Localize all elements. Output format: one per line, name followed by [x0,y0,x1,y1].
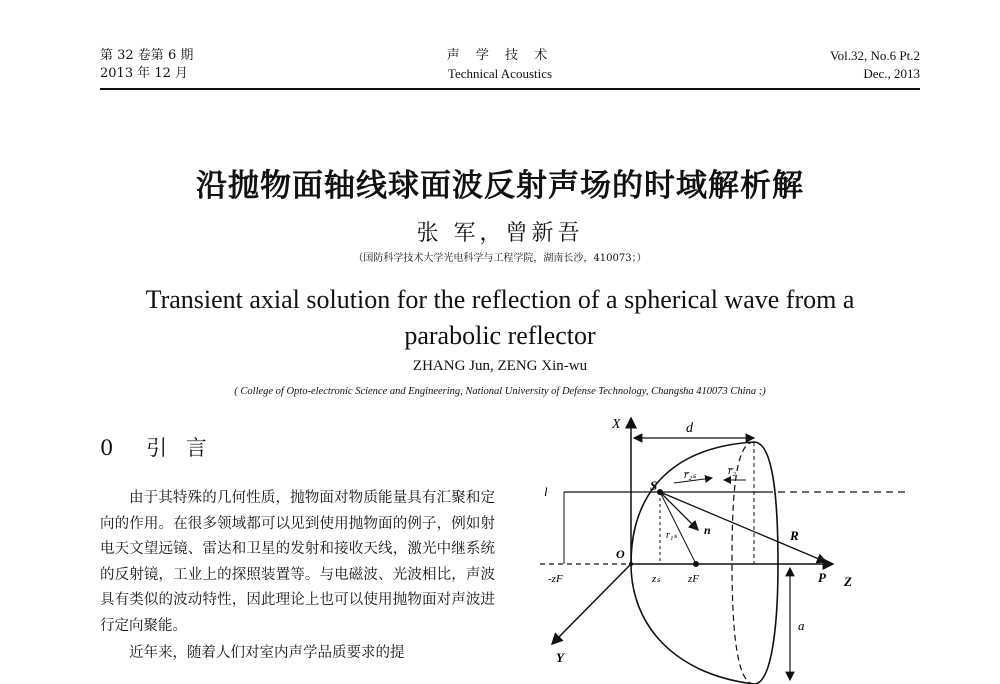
label-R: R [790,528,799,543]
title-en-line2: parabolic reflector [404,321,596,350]
label-r2: r̅₂ [728,465,737,477]
section-heading [100,432,213,462]
label-r2s: r̅₂ₛ [684,469,697,481]
affiliation-en: ( College of Opto-electronic Science and Engineering, National University of Defense Technology, Changsha 410073 China ;) [234,386,766,397]
label-S: S [650,478,658,493]
y-axis-line [552,564,631,644]
normal-n [660,492,698,530]
label-Y: Y [556,650,564,665]
label-n: n [704,523,711,537]
label-zF: zF [688,573,699,585]
label-neg-zF: -zF [548,573,563,585]
label-X: X [612,417,621,432]
header-date-zh: 2013 年 12 月 [100,66,189,81]
ray-r1s [660,492,696,564]
label-Z: Z [844,574,852,589]
point-O [629,562,633,566]
title-en [0,282,1000,354]
title-en-line1: Transient axial solution for the reflection of a spherical wave from a [145,285,855,314]
label-zs: zₛ [652,573,661,585]
ray-R [660,492,826,562]
authors-zh: 张 军，曾新吾 [416,221,584,246]
point-S [657,489,663,495]
affiliation-zh: （国防科学技术大学光电科学与工程学院，湖南长沙，410073；） [353,253,647,264]
paragraph-2: 近年来，随着人们对室内声学品质要求的提 [129,645,405,661]
label-O: O [616,547,625,561]
header-journal-zh: 声 学 技 术 [446,48,554,63]
label-a: a [798,618,805,633]
authors-en: ZHANG Jun, ZENG Xin-wu [412,358,588,374]
aperture-front [754,442,778,684]
header-rule [100,88,920,90]
section-number: 0 [100,436,120,460]
point-zF [693,561,699,567]
header-date-en: Dec., 2013 [863,66,920,81]
title-zh: 沿抛物面轴线球面波反射声场的时域解析解 [196,168,804,204]
body-text [100,486,495,667]
header-volume-en: Vol.32, No.6 Pt.2 [829,48,920,63]
section-title: 引 言 [146,436,213,460]
label-d: d [686,421,693,436]
label-l: l [544,484,548,499]
parabola-diagram [528,412,928,684]
header-journal-en: Technical Acoustics [447,66,553,81]
aperture-back [732,442,754,684]
label-P: P [818,570,826,585]
paragraph-1: 由于其特殊的几何性质，抛物面对物质能量具有汇聚和定向的作用。在很多领域都可以见到使用抛物面的例子，例如射电天文望远镜、雷达和卫星的发射和接收天线，激光中继系统的反射镜，工业上的探照装置等。与电磁波、光波相比，声波具有类似的波动特性，因此理论上也可以使用抛物面对声波进行定向聚能。 [100,490,495,634]
header-volume-zh: 第 32 卷第 6 期 [100,48,194,63]
label-r1s: r₁ₛ [666,530,678,541]
